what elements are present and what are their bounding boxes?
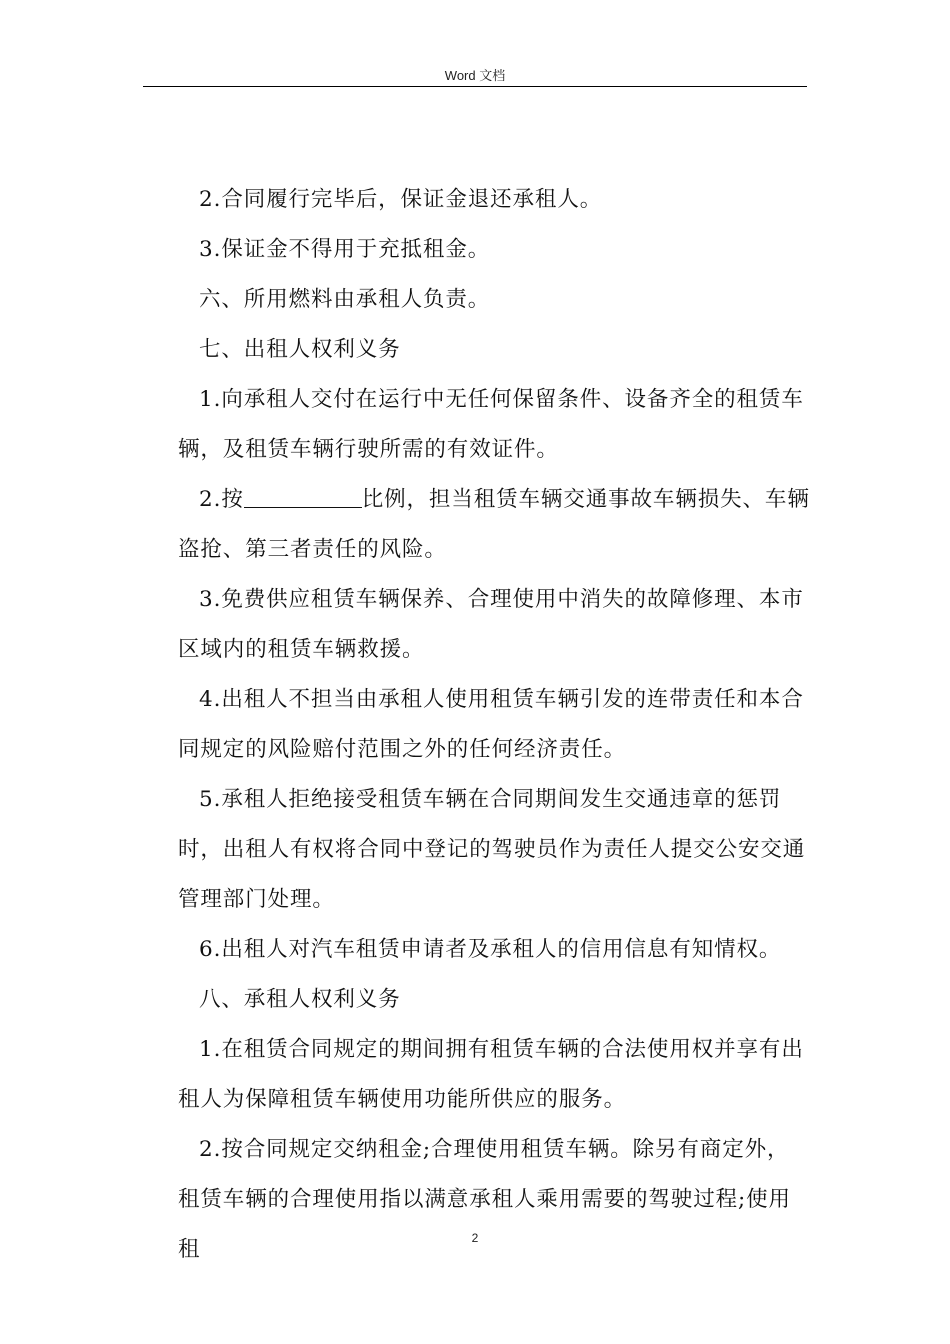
paragraph: 3.免费供应租赁车辆保养、合理使用中消失的故障修理、本市区域内的租赁车辆救援。 [178,587,804,662]
paragraph: 1.在租赁合同规定的期间拥有租赁车辆的合法使用权并享有出租人为保障租赁车辆使用功能所供应的服务。 [178,1037,804,1112]
paragraph: 4.出租人不担当由承租人使用租赁车辆引发的连带责任和本合同规定的风险赔付范围之外的任何经济责任。 [178,687,804,762]
paragraph-text-after-blank: 比例，担当租赁车辆交通事故车辆损失、车辆盗抢、第三者责任的风险。 [178,487,810,562]
header-title: Word 文档 [444,68,506,83]
header-divider [143,86,807,87]
paragraph [178,475,810,575]
paragraph: 6.出租人对汽车租赁申请者及承租人的信用信息有知情权。 [199,937,782,962]
fill-in-blank [244,485,362,508]
paragraph: 2.合同履行完毕后，保证金退还承租人。 [199,187,603,212]
paragraph: 3.保证金不得用于充抵租金。 [199,237,491,262]
paragraph: 1.向承租人交付在运行中无任何保留条件、设备齐全的租赁车辆，及租赁车辆行驶所需的有效证件。 [178,387,804,462]
page-number: 2 [471,1231,479,1245]
paragraph-text-before-blank: 2.按 [199,487,244,512]
paragraph: 5.承租人拒绝接受租赁车辆在合同期间发生交通违章的惩罚时，出租人有权将合同中登记的驾驶员作为责任人提交公安交通管理部门处理。 [178,787,806,912]
section-heading: 八、承租人权利义务 [199,987,401,1012]
paragraph: 2.按合同规定交纳租金;合理使用租赁车辆。除另有商定外，租赁车辆的合理使用指以满意承租人乘用需要的驾驶过程;使用租 [178,1137,791,1262]
paragraph: 六、所用燃料由承租人负责。 [199,287,491,312]
document-body [178,175,810,1275]
section-heading: 七、出租人权利义务 [199,337,401,362]
